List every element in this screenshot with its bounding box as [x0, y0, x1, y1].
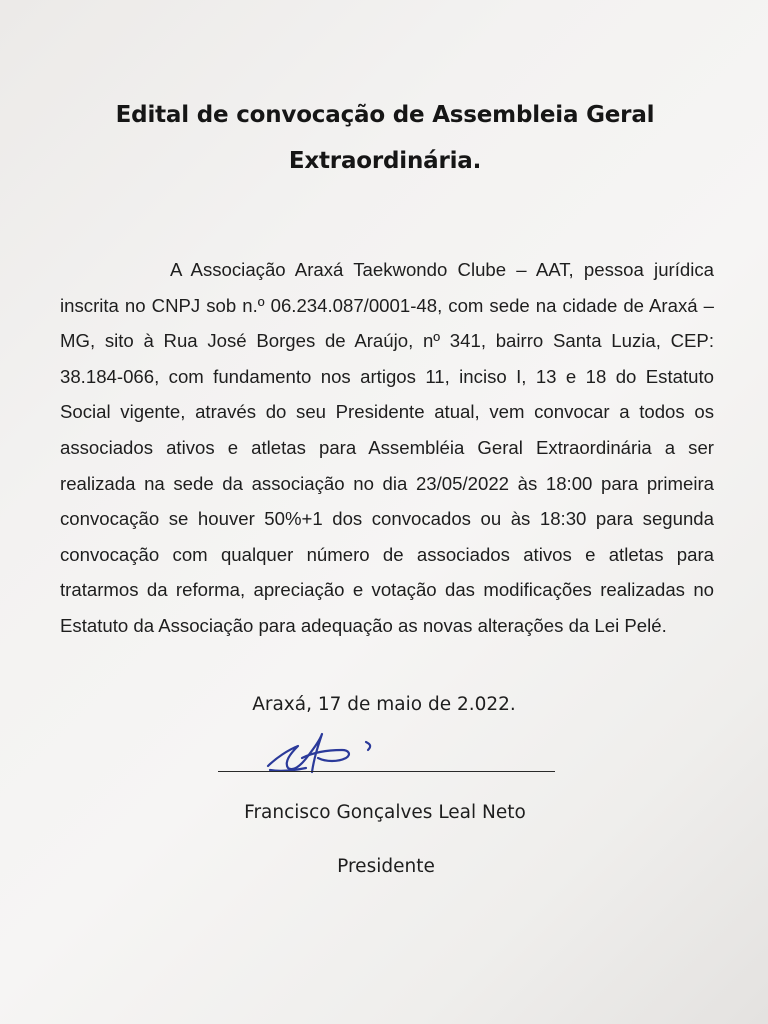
handwritten-signature — [262, 728, 382, 780]
place-and-date: Araxá, 17 de maio de 2.022. — [252, 694, 516, 715]
signature-line — [218, 771, 555, 772]
document-title: Edital de convocação de Assembleia Geral Extraordinária. — [115, 102, 655, 174]
signer-name: Francisco Gonçalves Leal Neto — [244, 802, 526, 823]
signer-role: Presidente — [337, 856, 435, 877]
document-body: A Associação Araxá Taekwondo Clube – AAT, pessoa jurídica inscrita no CNPJ sob n.º 06.234.087/0001-48, com sede na cidade de Araxá – MG, sito à Rua José Borges de Araújo, nº 341, bairro Santa Luzia, CEP: 38.184-066, com fundamento nos artigos 11, inciso I, 13 e 18 do Estatuto Social vigente, através do seu Presidente atual, vem convocar a todos os associados ativos e atletas para Assembléia Geral Extraordinária a ser realizada na sede da associação no dia 23/05/2022 às 18:00 para primeira convocação se houver 50%+1 dos convocados ou às 18:30 para segunda convocação com qualquer número de associados ativos e atletas para tratarmos da reforma, apreciação e votação das modificações realizadas no Estatuto da Associação para adequação as novas alterações da Lei Pelé. — [60, 259, 714, 636]
